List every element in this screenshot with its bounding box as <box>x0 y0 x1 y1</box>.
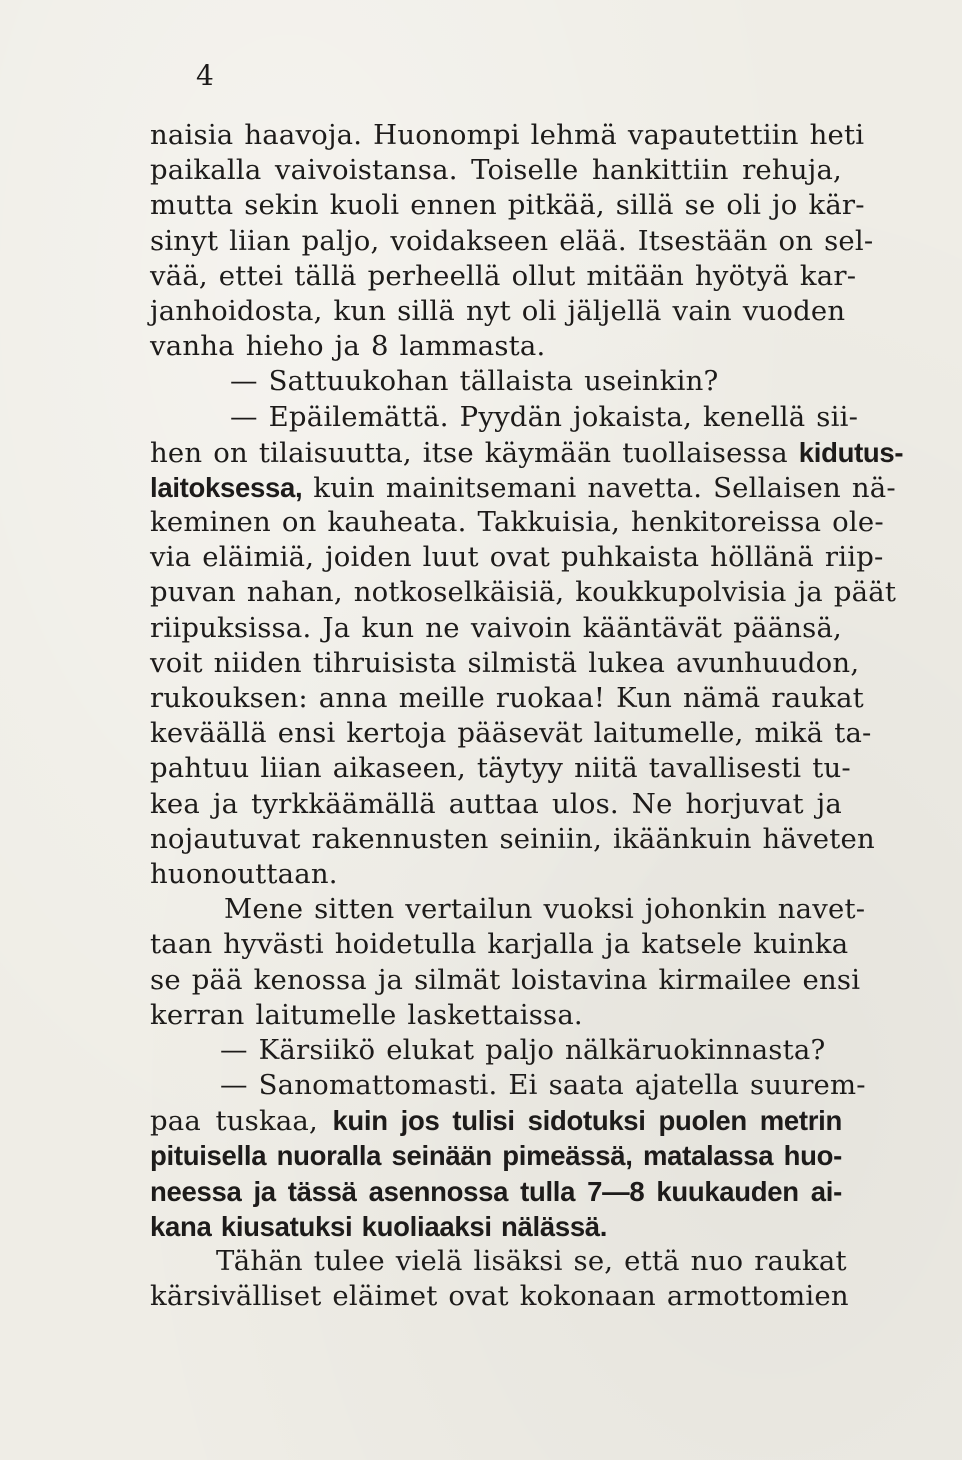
text-line <box>150 294 846 329</box>
text-span: kea ja tyrkkäämällä auttaa ulos. Ne horjuvat ja <box>150 787 842 820</box>
text-span: nojautuvat rakennusten seiniin, ikäänkuin häveten <box>150 822 875 855</box>
bold-text-span: laitoksessa, <box>150 471 303 503</box>
text-span: keminen on kauheata. Takkuisia, henkitoreissa ole- <box>150 506 884 539</box>
text-span: via eläimiä, joiden luut ovat puhkaista höllänä riip- <box>150 541 884 574</box>
text-line <box>150 857 842 892</box>
page-number: 4 <box>196 59 214 92</box>
bold-text-span: pituisella nuoralla seinään pimeässä, matalassa huo- <box>150 1140 842 1172</box>
text-line <box>150 963 861 998</box>
text-span: se pää kenossa ja silmät loistavina kirmailee ensi <box>150 963 861 996</box>
body-text <box>150 118 904 1314</box>
text-line <box>150 435 904 470</box>
text-span: — Kärsiikö elukat paljo nälkäruokinnasta? <box>220 1033 826 1066</box>
text-span: hen on tilaisuutta, itse käymään tuollaisessa <box>150 436 799 469</box>
text-span: kerran laitumelle laskettaissa. <box>150 998 583 1031</box>
text-span: sinyt liian paljo, voidakseen elää. Itsestään on sel- <box>150 224 874 257</box>
text-line <box>150 1209 842 1244</box>
bold-text-span: neessa ja tässä asennossa tulla 7—8 kuukauden ai- <box>150 1175 842 1207</box>
text-line <box>150 1033 842 1068</box>
text-line <box>150 540 884 575</box>
text-span: paikalla vaivoistansa. Toiselle hankittiin rehuja, <box>150 154 842 187</box>
text-span: huonouttaan. <box>150 857 338 890</box>
text-line <box>150 1174 842 1209</box>
text-span: puvan nahan, notkoselkäisiä, koukkupolvisia ja päät <box>150 576 897 609</box>
text-line <box>150 1138 842 1173</box>
text-span: voit niiden tihruisista silmistä lukea avunhuudon, <box>150 646 860 679</box>
text-line <box>150 470 896 505</box>
text-line <box>150 822 875 857</box>
text-line <box>150 1279 849 1314</box>
text-span: Mene sitten vertailun vuoksi johonkin navet- <box>224 893 866 926</box>
text-line <box>150 505 884 540</box>
text-line <box>150 646 860 681</box>
text-span: paa tuskaa, <box>150 1105 333 1138</box>
text-line <box>150 1103 842 1138</box>
text-line <box>150 575 897 610</box>
text-line <box>150 329 842 364</box>
text-span: pahtuu liian aikaseen, täytyy niitä tavallisesti tu- <box>150 752 851 785</box>
text-span: — Sanomattomasti. Ei saata ajatella suurem- <box>220 1069 866 1102</box>
text-span: naisia haavoja. Huonompi lehmä vapautettiin heti <box>150 119 865 151</box>
bold-text-span: kidutus- <box>798 436 904 468</box>
text-line <box>150 259 857 294</box>
text-span: mutta sekin kuoli ennen pitkää, sillä se oli jo kär- <box>150 189 865 222</box>
text-span: keväällä ensi kertoja pääsevät laitumelle, mikä ta- <box>150 717 872 750</box>
text-span: — Epäilemättä. Pyydän jokaista, kenellä sii- <box>230 400 859 433</box>
text-span: rukouksen: anna meille ruokaa! Kun nämä raukat <box>150 682 864 714</box>
text-line <box>150 224 874 259</box>
text-line <box>150 1068 866 1103</box>
text-line <box>150 611 842 646</box>
text-line <box>150 153 842 188</box>
text-line <box>150 751 851 786</box>
text-span: — Sattuukohan tällaista useinkin? <box>230 365 719 398</box>
bold-text-span: kana kiusatuksi kuoliaaksi nälässä. <box>150 1210 608 1242</box>
text-line <box>150 400 859 435</box>
text-line <box>150 716 872 751</box>
text-line <box>150 927 849 962</box>
text-line <box>150 787 842 822</box>
text-span: taan hyvästi hoidetulla karjalla ja katsele kuinka <box>150 928 849 961</box>
text-line <box>150 998 842 1033</box>
text-span: riipuksissa. Ja kun ne vaivoin kääntävät päänsä, <box>150 611 842 644</box>
text-span: kuin mainitsemani navetta. Sellaisen nä- <box>302 471 896 504</box>
text-span: vanha hieho ja 8 lammasta. <box>150 330 546 363</box>
text-span: Tähän tulee vielä lisäksi se, että nuo raukat <box>216 1245 847 1277</box>
text-line <box>150 1244 847 1279</box>
text-line <box>150 188 865 223</box>
text-line <box>150 681 864 716</box>
text-span: janhoidosta, kun sillä nyt oli jäljellä vain vuoden <box>150 294 846 327</box>
text-span: vää, ettei tällä perheellä ollut mitään hyötyä kar- <box>150 259 857 292</box>
text-line <box>150 364 842 399</box>
text-span: kärsivälliset eläimet ovat kokonaan armottomien <box>150 1280 849 1313</box>
text-line <box>150 118 865 153</box>
text-line <box>150 892 866 927</box>
bold-text-span: kuin jos tulisi sidotuksi puolen metrin <box>332 1105 842 1137</box>
